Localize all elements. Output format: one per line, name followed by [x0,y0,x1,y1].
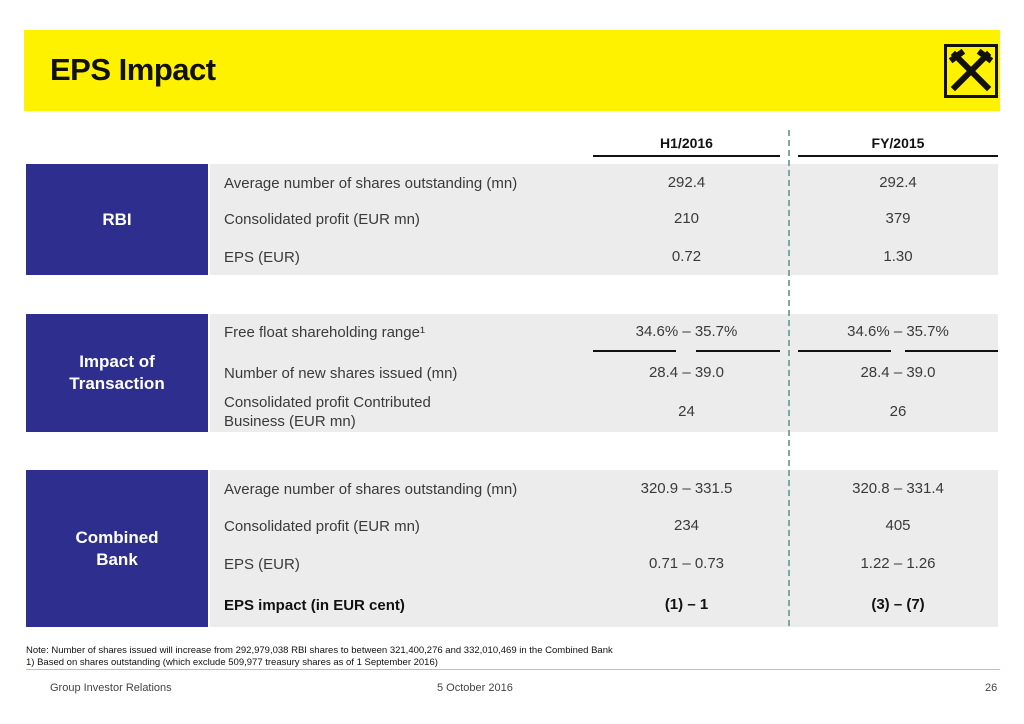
column-header-h1-2016: H1/2016 [593,135,780,157]
row-value-h1: 0.71 – 0.73 [648,555,725,572]
title-bar [24,30,1000,111]
row-label: EPS (EUR) [224,249,300,266]
column-divider [788,130,790,626]
section-label-impact: Impact of Transaction [26,314,208,432]
row-value-fy: 1.22 – 1.26 [860,555,936,572]
footer-date: 5 October 2016 [437,682,513,694]
sub-header-rule [905,350,998,352]
sub-header-rule [593,350,676,352]
row-value-fy: 26 [889,403,907,420]
section-combined-bank [26,470,998,627]
row-value-h1: 210 [673,210,700,227]
section-body-rbi [210,164,998,275]
row-value-h1: 292.4 [667,174,706,191]
footer-department: Group Investor Relations [50,682,172,694]
footnote-note: Note: Number of shares issued will increase from 292,979,038 RBI shares to between 321,400,276 and 332,010,469 in the Combined Bank [26,645,613,656]
row-value-h1: (1) – 1 [664,596,709,613]
page-title: EPS Impact [50,52,216,87]
raiffeisen-logo-icon [944,44,998,98]
row-value-fy: 405 [885,517,911,534]
section-rbi [26,164,998,275]
footer-rule [26,669,1000,670]
row-label: EPS (EUR) [224,556,300,573]
footnote-1: 1) Based on shares outstanding (which exclude 509,977 treasury shares as of 1 September 2016) [26,657,438,668]
page-number: 26 [985,682,998,694]
row-label: Free float shareholding range¹ [224,324,425,341]
row-label: Average number of shares outstanding (mn) [224,175,518,192]
row-value-h1: 234 [673,517,700,534]
row-value-fy: 1.30 [883,248,913,265]
row-label: Average number of shares outstanding (mn) [224,481,518,498]
row-label: Consolidated profit (EUR mn) [224,518,420,535]
row-value-fy: 292.4 [879,174,917,191]
row-value-h1: 28.4 – 39.0 [648,364,725,381]
row-label: Consolidated profit (EUR mn) [224,211,420,228]
row-value-fy: 28.4 – 39.0 [860,364,936,381]
row-value-fy: 34.6% – 35.7% [847,323,949,340]
row-value-h1: 34.6% – 35.7% [635,323,738,340]
section-label-rbi: RBI [26,164,208,275]
row-value-fy: 379 [885,210,911,227]
column-header-fy-2015: FY/2015 [798,135,998,157]
row-label: Consolidated profit Contributed Business (EUR mn) [224,394,431,430]
row-label: EPS impact (in EUR cent) [224,597,405,614]
row-value-h1: 320.9 – 331.5 [640,480,733,497]
row-value-h1: 24 [678,403,695,420]
section-impact-of-transaction [26,314,998,432]
sub-header-rule [798,350,891,352]
sub-header-rule [696,350,780,352]
row-label: Number of new shares issued (mn) [224,365,458,382]
row-value-fy: 320.8 – 331.4 [852,480,944,497]
section-label-combined: Combined Bank [26,470,208,627]
section-body-combined [210,470,998,627]
row-value-h1: 0.72 [671,248,702,265]
section-body-impact [210,314,998,432]
row-value-fy: (3) – (7) [871,596,925,613]
